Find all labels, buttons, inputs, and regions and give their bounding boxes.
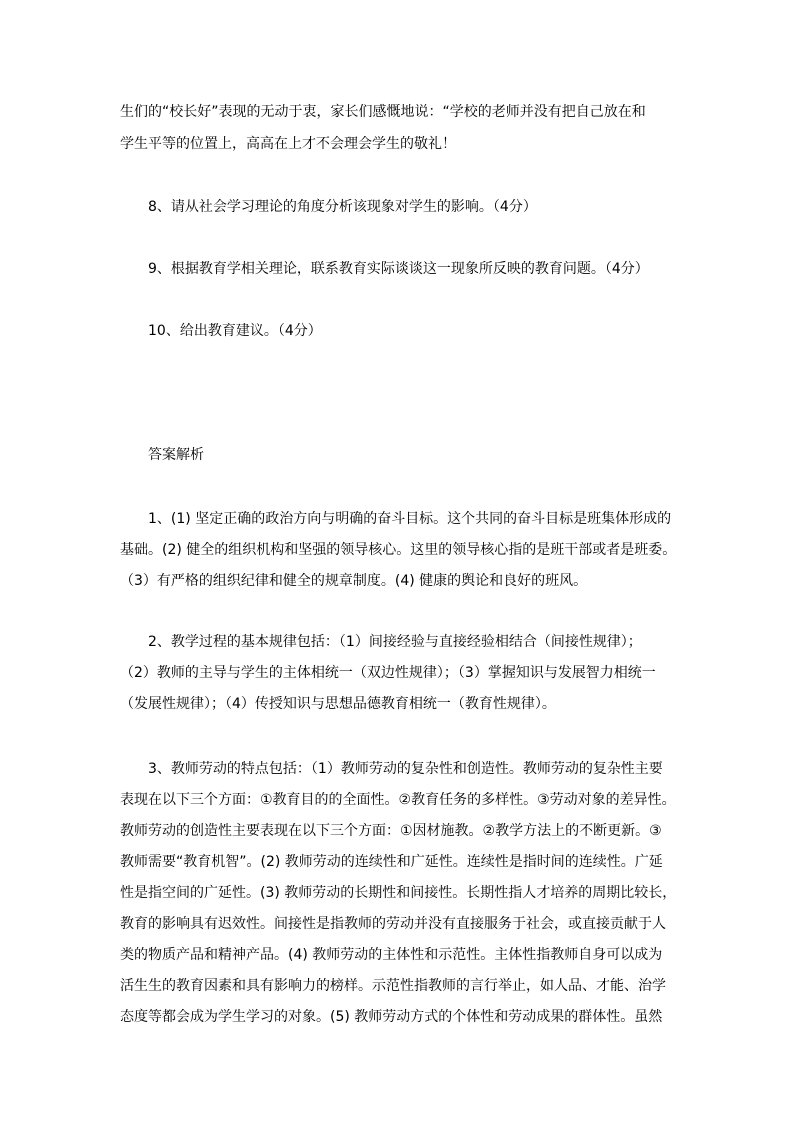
- answer-1-line-2: 基础。(2) 健全的组织机构和坚强的领导核心。这里的领导核心指的是班干部或者是班委。: [120, 542, 677, 558]
- answers-heading: 答案解析: [148, 447, 204, 463]
- answer-3-line-8: 活生生的教育因素和具有影响力的榜样。示范性指教师的言行举止，如人品、才能、治学: [120, 978, 666, 994]
- answer-3-line-5: 性是指空间的广延性。(3) 教师劳动的长期性和间接性。长期性指人才培养的周期比较长，: [120, 885, 677, 901]
- question-9: 9、根据教育学相关理论，联系教育实际谈谈这一现象所反映的教育问题。（4分）: [148, 261, 649, 277]
- answer-3-line-2: 表现在以下三个方面：①教育目的的全面性。②教育任务的多样性。③劳动对象的差异性。: [120, 792, 676, 808]
- answer-1-line-3: （3）有严格的组织纪律和健全的规章制度。(4) 健康的舆论和良好的班风。: [120, 573, 588, 589]
- intro-line-1: 生们的“校长好”表现的无动于衷，家长们感慨地说：“学校的老师并没有把自己放在和: [120, 104, 646, 120]
- question-10: 10、给出教育建议。（4分）: [148, 323, 322, 339]
- answer-2-line-3: （发展性规律）；（4）传授知识与思想品德教育相统一（教育性规律）。: [120, 696, 556, 712]
- answer-3-line-6: 教育的影响具有迟效性。间接性是指教师的劳动并没有直接服务于社会，或直接贡献于人: [120, 916, 666, 932]
- answer-3-line-4: 教师需要“教育机智”。(2) 教师劳动的连续性和广延性。连续性是指时间的连续性。广延: [120, 854, 663, 870]
- answer-2-line-2: （2）教师的主导与学生的主体相统一（双边性规律）；（3）掌握知识与发展智力相统一: [120, 665, 656, 681]
- answer-1-line-1: 1、(1) 坚定正确的政治方向与明确的奋斗目标。这个共同的奋斗目标是班集体形成的: [148, 511, 672, 527]
- question-8: 8、请从社会学习理论的角度分析该现象对学生的影响。（4分）: [148, 199, 537, 215]
- answer-3-line-1: 3、教师劳动的特点包括：（1）教师劳动的复杂性和创造性。教师劳动的复杂性主要: [148, 761, 663, 777]
- answer-2-line-1: 2、教学过程的基本规律包括：（1）间接经验与直接经验相结合（间接性规律）；: [148, 634, 642, 650]
- answer-3-line-3: 教师劳动的创造性主要表现在以下三个方面：①因材施教。②教学方法上的不断更新。③: [120, 823, 662, 839]
- answer-3-line-7: 类的物质产品和精神产品。(4) 教师劳动的主体性和示范性。主体性指教师自身可以成为: [120, 947, 663, 963]
- intro-line-2: 学生平等的位置上，高高在上才不会理会学生的敬礼！: [120, 136, 456, 152]
- answer-3-line-9: 态度等都会成为学生学习的对象。(5) 教师劳动方式的个体性和劳动成果的群体性。虽然: [120, 1009, 663, 1025]
